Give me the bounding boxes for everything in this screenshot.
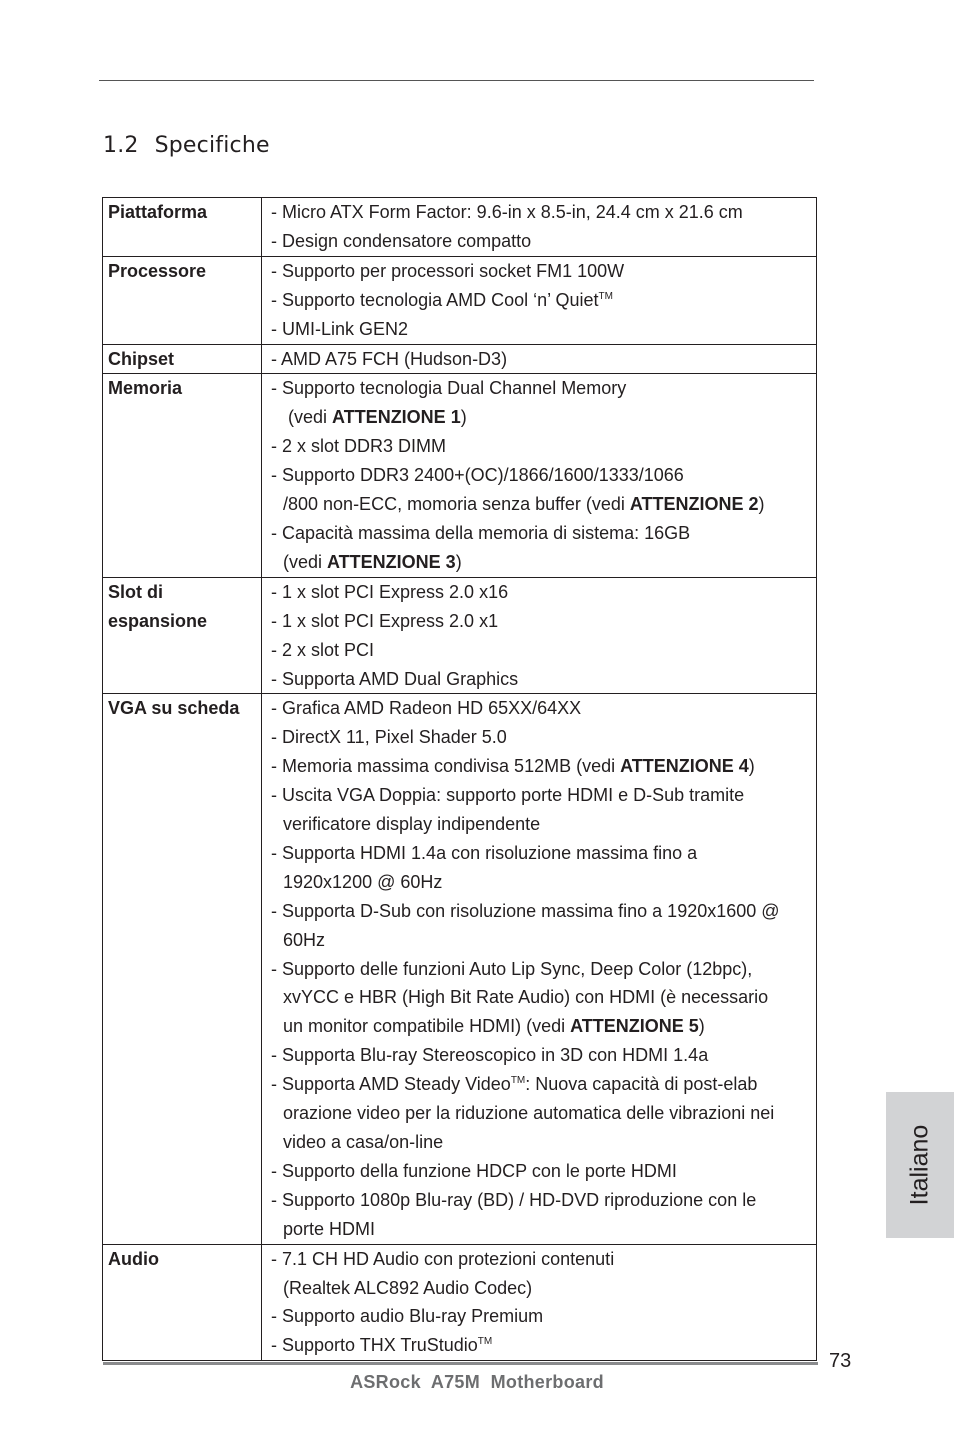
- spec-label-line: Slot di: [108, 581, 163, 602]
- section-title: Specifiche: [154, 133, 270, 158]
- attention-reference: ATTENZIONE 2: [629, 494, 759, 515]
- spec-label: [103, 374, 262, 577]
- spec-value: [262, 374, 817, 577]
- spec-value-line: [271, 403, 816, 432]
- spec-text: - 7.1 CH HD Audio con protezioni contenuti: [271, 1248, 615, 1269]
- spec-label-line: Processore: [108, 260, 207, 281]
- attention-reference: ATTENZIONE 5: [570, 1016, 699, 1037]
- bottom-rule: [103, 1362, 818, 1365]
- spec-value-line: [271, 955, 816, 984]
- spec-text: - 2 x slot PCI: [271, 639, 375, 660]
- spec-value-line: [271, 227, 816, 256]
- spec-value: [262, 198, 817, 257]
- spec-value-line: [271, 461, 816, 490]
- spec-value-line: [271, 1070, 816, 1099]
- spec-value-line: [271, 752, 816, 781]
- spec-text: - Supporto per processori socket FM1 100W: [271, 260, 625, 281]
- spec-value-line: [271, 665, 816, 694]
- spec-value: [262, 577, 817, 694]
- spec-value-line: [271, 286, 816, 315]
- spec-value-line: [271, 519, 816, 548]
- spec-text: (vedi: [283, 551, 328, 572]
- top-rule: [99, 80, 814, 81]
- spec-text: - DirectX 11, Pixel Shader 5.0: [271, 727, 507, 748]
- spec-table: [102, 197, 817, 1361]
- spec-row: [103, 198, 817, 257]
- spec-text: - Supporto THX TruStudio: [271, 1335, 478, 1356]
- spec-label-line: Chipset: [108, 348, 175, 369]
- footer-text: ASRock A75M Motherboard: [350, 1372, 604, 1392]
- spec-text-tail: ): [460, 407, 467, 428]
- spec-text: - AMD A75 FCH (Hudson-D3): [271, 348, 508, 369]
- spec-value-line: [271, 983, 816, 1012]
- spec-row: [103, 344, 817, 374]
- spec-value-line: [271, 1215, 816, 1244]
- trademark-mark: TM: [477, 1336, 493, 1348]
- spec-label: [103, 577, 262, 694]
- spec-text: - Supporta AMD Steady Video: [271, 1074, 511, 1095]
- spec-label: [103, 694, 262, 1244]
- spec-value-line: [271, 839, 816, 868]
- spec-text: - Supporto audio Blu-ray Premium: [271, 1306, 544, 1327]
- spec-text: video a casa/on-line: [283, 1132, 444, 1152]
- attention-reference: ATTENZIONE 3: [327, 551, 456, 572]
- spec-value-line: [271, 1302, 816, 1331]
- spec-text: - Supporto DDR3 2400+(OC)/1866/1600/1333/1066: [271, 465, 684, 486]
- spec-text: - Supporta AMD Dual Graphics: [271, 668, 519, 689]
- spec-text: xvYCC e HBR (High Bit Rate Audio) con HDMI (è necessario: [283, 987, 769, 1008]
- spec-value-line: [271, 1012, 816, 1041]
- spec-label-line: espansione: [108, 610, 208, 631]
- footer: [0, 1372, 954, 1393]
- trademark-mark: TM: [510, 1075, 526, 1087]
- spec-value-line: [271, 723, 816, 752]
- spec-text: - Uscita VGA Doppia: supporto porte HDMI e D-Sub tramite: [271, 785, 745, 806]
- spec-text-tail: : Nuova capacità di post-elab: [525, 1074, 758, 1095]
- spec-value: [262, 1244, 817, 1361]
- spec-value-line: [271, 926, 816, 955]
- spec-text: - Supporta D-Sub con risoluzione massima fino a 1920x1600 @: [271, 900, 780, 921]
- spec-value-line: [271, 432, 816, 461]
- spec-value-line: [271, 548, 816, 577]
- spec-value-line: [271, 1041, 816, 1070]
- spec-text: 1920x1200 @ 60Hz: [283, 871, 443, 892]
- spec-text: - Micro ATX Form Factor: 9.6-in x 8.5-in, 24.4 cm x 21.6 cm: [271, 202, 743, 222]
- spec-text: - Supporto tecnologia Dual Channel Memory: [271, 378, 627, 399]
- spec-value: [262, 344, 817, 374]
- spec-text: - 2 x slot DDR3 DIMM: [271, 436, 447, 457]
- spec-value-line: [271, 1331, 816, 1360]
- spec-value-line: [271, 1157, 816, 1186]
- spec-text: - Design condensatore compatto: [271, 230, 532, 251]
- spec-value-line: [271, 636, 816, 665]
- spec-text: - Supporto delle funzioni Auto Lip Sync, Deep Color (12bpc),: [271, 958, 753, 979]
- section-heading: [103, 133, 270, 158]
- spec-value: [262, 694, 817, 1244]
- spec-text: (Realtek ALC892 Audio Codec): [283, 1277, 533, 1298]
- spec-text: - 1 x slot PCI Express 2.0 x1: [271, 610, 499, 631]
- spec-text: orazione video per la riduzione automatica delle vibrazioni nei: [283, 1103, 775, 1124]
- spec-label-line: Memoria: [108, 378, 183, 399]
- spec-value-line: [271, 607, 816, 636]
- spec-value-line: [271, 810, 816, 839]
- spec-value-line: [271, 578, 816, 607]
- spec-row: [103, 374, 817, 577]
- spec-value-line: [271, 345, 816, 374]
- attention-reference: ATTENZIONE 1: [332, 407, 461, 428]
- spec-value-line: [271, 1274, 816, 1303]
- spec-label-line: Audio: [108, 1248, 159, 1269]
- spec-label: [103, 256, 262, 344]
- spec-label: [103, 1244, 262, 1361]
- trademark-mark: TM: [598, 290, 613, 302]
- spec-label: [103, 344, 262, 374]
- spec-label-line: Piattaforma: [108, 202, 208, 222]
- spec-text: - Supporta HDMI 1.4a con risoluzione massima fino a: [271, 842, 698, 863]
- spec-text: - Supporto tecnologia AMD Cool ‘n’ Quiet: [271, 289, 599, 310]
- spec-text: 60Hz: [283, 929, 326, 950]
- spec-text: porte HDMI: [283, 1218, 376, 1239]
- spec-text: (vedi: [283, 407, 333, 428]
- spec-value-line: [271, 1245, 816, 1274]
- page-number: 73: [829, 1350, 852, 1372]
- spec-label-line: VGA su scheda: [108, 698, 240, 719]
- spec-label: [103, 198, 262, 257]
- spec-value-line: [271, 781, 816, 810]
- spec-row: [103, 256, 817, 344]
- spec-text: - Memoria massima condivisa 512MB (vedi: [271, 756, 621, 777]
- spec-value: [262, 256, 817, 344]
- spec-value-line: [271, 257, 816, 286]
- spec-text: - UMI-Link GEN2: [271, 318, 409, 339]
- spec-text: - Supporto 1080p Blu-ray (BD) / HD-DVD riproduzione con le: [271, 1189, 757, 1210]
- spec-value-line: [271, 694, 816, 723]
- spec-text: - Supporto della funzione HDCP con le porte HDMI: [271, 1160, 677, 1181]
- spec-text: un monitor compatibile HDMI) (vedi: [283, 1016, 571, 1037]
- spec-text: - 1 x slot PCI Express 2.0 x16: [271, 581, 509, 602]
- spec-text-tail: ): [455, 551, 462, 572]
- spec-text: verificatore display indipendente: [283, 814, 541, 835]
- spec-table-body: [103, 198, 817, 1361]
- spec-text-tail: ): [698, 1016, 705, 1037]
- spec-value-line: [271, 897, 816, 926]
- spec-text-tail: ): [758, 494, 765, 515]
- spec-text: - Supporta Blu-ray Stereoscopico in 3D con HDMI 1.4a: [271, 1045, 709, 1066]
- attention-reference: ATTENZIONE 4: [620, 756, 749, 777]
- spec-value-line: [271, 1186, 816, 1215]
- spec-value-line: [271, 198, 816, 227]
- language-side-tab: [886, 1092, 954, 1238]
- side-tab-label: Italiano: [905, 1124, 934, 1206]
- spec-text: - Capacità massima della memoria di sistema: 16GB: [271, 522, 691, 543]
- spec-row: [103, 1244, 817, 1361]
- spec-text: /800 non-ECC, momoria senza buffer (vedi: [283, 494, 630, 515]
- section-number: 1.2: [103, 133, 139, 158]
- spec-value-line: [271, 1099, 816, 1128]
- spec-value-line: [271, 1128, 816, 1157]
- spec-value-line: [271, 315, 816, 344]
- spec-text: - Grafica AMD Radeon HD 65XX/64XX: [271, 698, 582, 719]
- spec-value-line: [271, 374, 816, 403]
- spec-row: [103, 577, 817, 694]
- spec-value-line: [271, 868, 816, 897]
- spec-text-tail: ): [748, 756, 755, 777]
- spec-row: [103, 694, 817, 1244]
- spec-value-line: [271, 490, 816, 519]
